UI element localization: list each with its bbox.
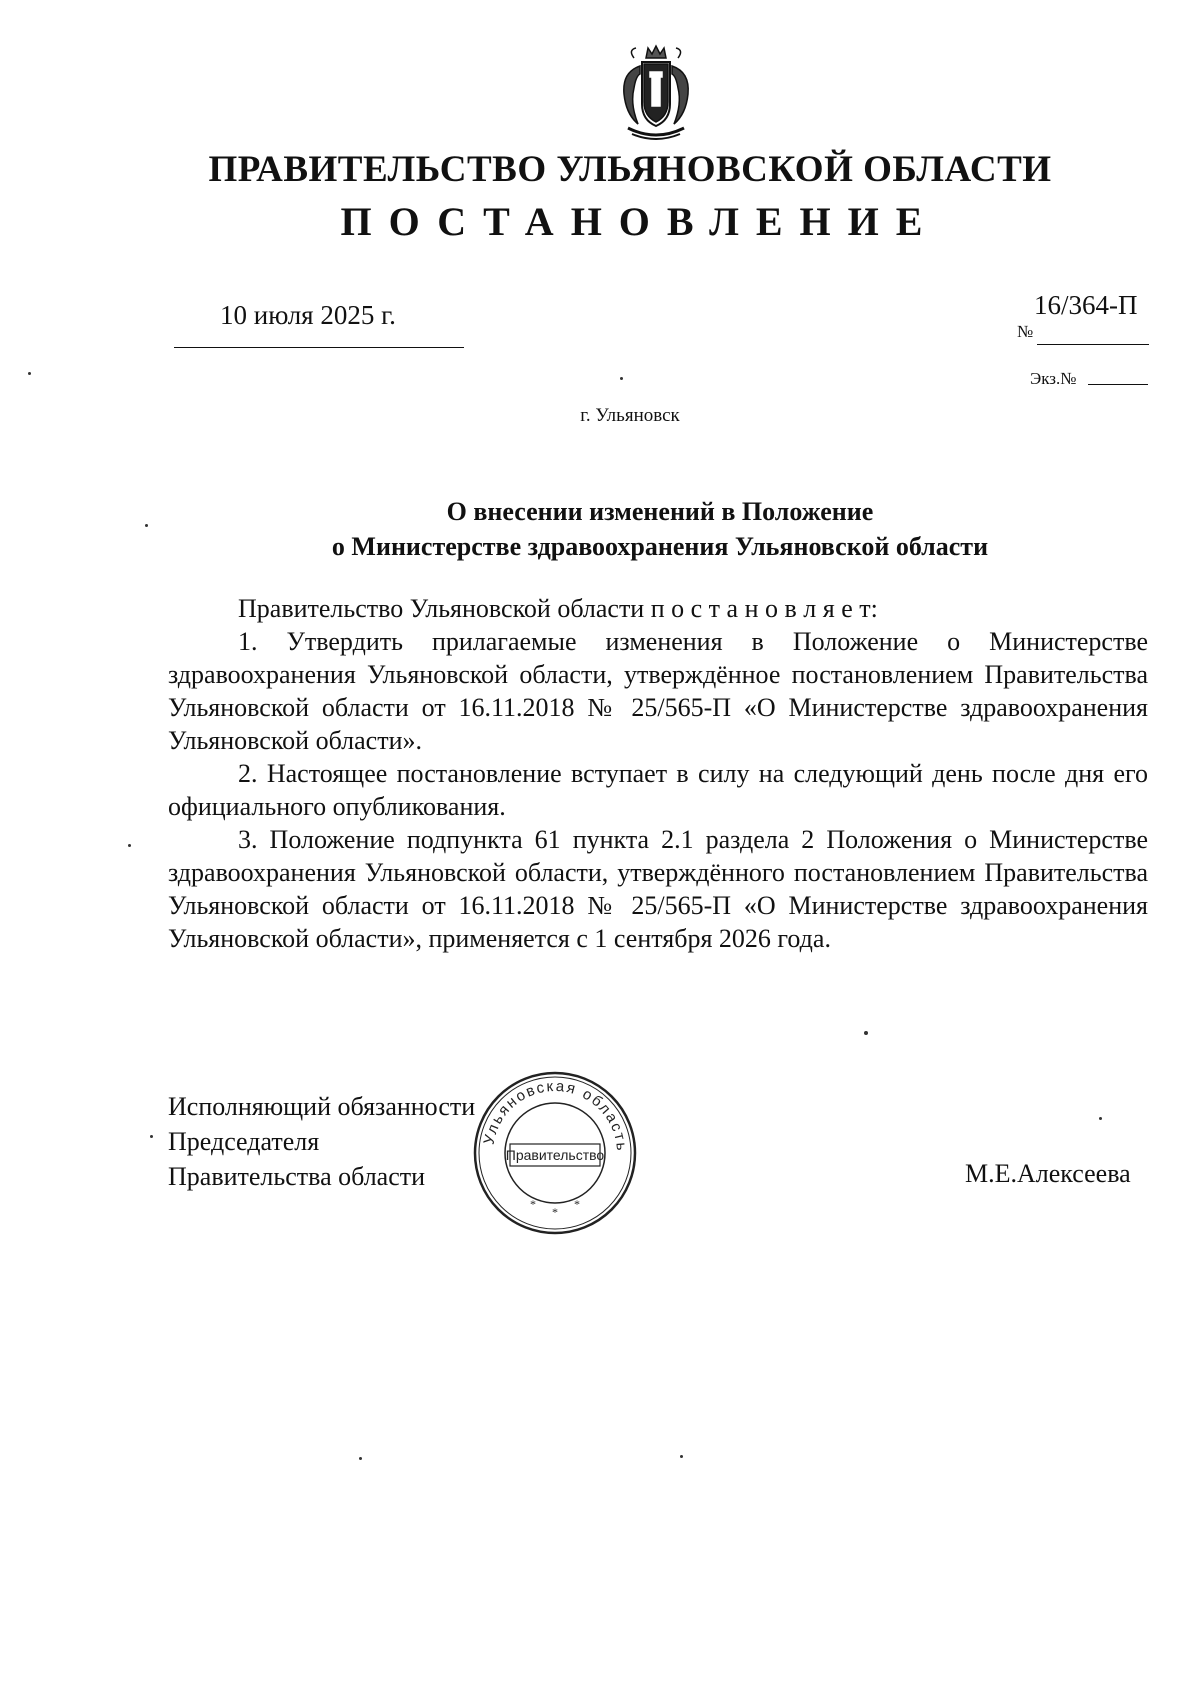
svg-text:Ульяновская область [481,1078,631,1153]
stamp-star-icon: * [530,1197,536,1211]
copy-number-label: Экз.№ [1030,369,1077,388]
document-type: ПОСТАНОВЛЕНИЕ [340,199,940,244]
official-seal-stamp [470,1068,640,1238]
preamble: Правительство Ульяновской области п о с т а н о в л я е т: [238,594,878,623]
item-1: 1. Утвердить прилагаемые изменения в Положение о Министерстве здравоохранения Ульяновской области, утверждённое постановлением Правительства Ульяновской области от 16.11.2018 № 25/565-П «О Министерстве здравоохранения Ульяновской области». [168,627,1148,755]
document-date: 10 июля 2025 г. [220,300,396,330]
signatory-name: М.Е.Алексеева [965,1159,1131,1188]
scan-speck [864,1031,868,1035]
subject-line-2: о Министерстве здравоохранения Ульяновской области [331,532,989,561]
coat-of-arms-icon [608,44,704,144]
city: г. Ульяновск [580,405,680,426]
stamp-star-icon: * [552,1205,558,1219]
scan-speck [150,1135,153,1138]
stamp-star-icon: * [574,1197,580,1211]
stamp-center-text: Правительство [505,1147,605,1163]
scan-speck [128,844,131,847]
number-sign: № [1017,322,1034,341]
number-underline [1037,344,1149,345]
subject-line-1: О внесении изменений в Положение [446,497,874,526]
copy-number-underline [1088,384,1148,385]
position-line-2: Председателя [168,1127,320,1156]
signatory-position [168,1089,475,1194]
scan-speck [1099,1117,1102,1120]
scan-speck [145,524,148,527]
stamp-ring-text: Ульяновская область [480,1077,631,1154]
scan-speck [28,372,31,375]
item-3: 3. Положение подпункта 61 пункта 2.1 раздела 2 Положения о Министерстве здравоохранения Ульяновской области, утверждённого постановлением Правительства Ульяновской области от 16.11.2018 № 25/565-П «О Министерстве здравоохранения Ульяновской области», применяется с 1 сентября 2026 года. [168,825,1148,953]
scan-speck [680,1455,683,1458]
scan-speck [359,1457,362,1460]
position-line-3: Правительства области [168,1162,426,1191]
organization-title: ПРАВИТЕЛЬСТВО УЛЬЯНОВСКОЙ ОБЛАСТИ [208,149,1052,190]
position-line-1: Исполняющий обязанности [168,1092,476,1121]
date-underline [174,347,464,348]
document-body [168,592,1148,955]
document-number: 16/364-П [1034,290,1138,320]
item-2: 2. Настоящее постановление вступает в силу на следующий день после дня его официального опубликования. [168,759,1148,821]
scan-speck [620,377,623,380]
